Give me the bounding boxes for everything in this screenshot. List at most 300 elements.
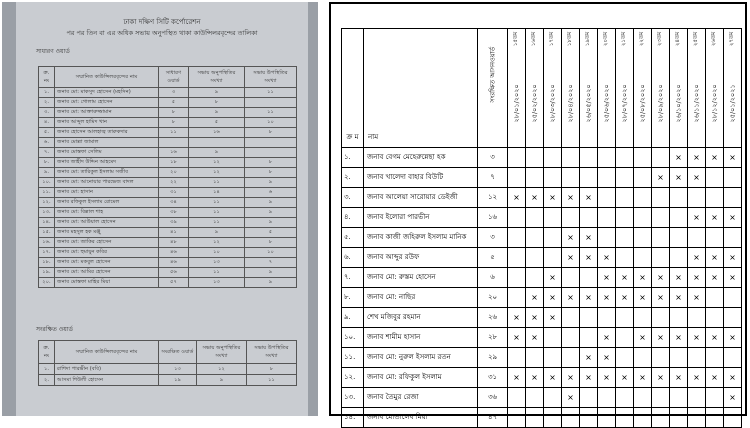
general-ward-cell: জনাব মোস্তফা সেলিম xyxy=(55,148,159,158)
meeting-date-header xyxy=(706,29,724,148)
general-ward-cell: ১৩ xyxy=(189,258,245,268)
general-ward-cell: জনাব মো: আমির হোসেন xyxy=(55,268,159,278)
general-ward-cell: ২. xyxy=(39,98,55,108)
empty-cell xyxy=(616,188,634,208)
general-ward-cell: ১১ xyxy=(245,88,297,98)
empty-cell xyxy=(526,388,544,408)
empty-cell xyxy=(544,348,562,368)
general-ward-cell xyxy=(245,98,297,108)
reserved-ward-cell: ১. xyxy=(39,364,55,375)
meeting-number-label: ১৬তম xyxy=(531,31,537,47)
reserved-ward-cell: ১৩ xyxy=(159,364,197,375)
absence-mark-cell: × xyxy=(670,328,688,348)
empty-cell xyxy=(652,208,670,228)
general-ward-cell: ৮ xyxy=(189,98,245,108)
general-ward-row xyxy=(39,108,297,118)
general-ward-cell: ৯ xyxy=(245,268,297,278)
serial-cell: ৮. xyxy=(342,288,364,308)
general-ward-cell: ৫ xyxy=(245,228,297,238)
meeting-date-header xyxy=(652,29,670,148)
general-ward-cell: ১১ xyxy=(245,108,297,118)
empty-cell xyxy=(616,348,634,368)
empty-cell xyxy=(580,328,598,348)
empty-cell xyxy=(526,248,544,268)
general-ward-cell: জনাব মো: বিল্লাল শাহ xyxy=(55,208,159,218)
absence-mark-cell: × xyxy=(598,248,616,268)
empty-cell xyxy=(616,388,634,408)
empty-cell xyxy=(616,308,634,328)
empty-cell xyxy=(724,228,742,248)
reserved-ward-row xyxy=(39,364,297,375)
empty-cell xyxy=(652,308,670,328)
meeting-number-label: ১৮তম xyxy=(567,31,573,47)
general-ward-row xyxy=(39,208,297,218)
serial-cell: ১৩. xyxy=(342,388,364,408)
absence-mark-cell: × xyxy=(670,368,688,388)
empty-cell xyxy=(652,228,670,248)
empty-cell xyxy=(634,408,652,428)
empty-cell xyxy=(652,188,670,208)
meeting-number-label: ২৪তম xyxy=(675,31,681,47)
general-ward-cell: ১২ xyxy=(189,168,245,178)
general-ward-cell: ৮ xyxy=(245,238,297,248)
general-ward-cell: ১৬ xyxy=(189,128,245,138)
general-ward-cell: ৯ xyxy=(189,108,245,118)
general-ward-cell: ৫. xyxy=(39,128,55,138)
general-ward-cell: ৪৬ xyxy=(159,258,189,268)
empty-cell xyxy=(508,248,526,268)
empty-cell xyxy=(508,388,526,408)
reserved-ward-row xyxy=(39,375,297,386)
meeting-date-header xyxy=(634,29,652,148)
left-photo-panel xyxy=(2,2,318,416)
absence-mark-cell: × xyxy=(706,248,724,268)
general-ward-cell: ১৬. xyxy=(39,238,55,248)
general-ward-cell: জনাব মো: হুমায়ুন কবির xyxy=(55,248,159,258)
empty-cell xyxy=(580,388,598,408)
general-ward-cell: ১২ xyxy=(189,238,245,248)
general-ward-cell: ১. xyxy=(39,88,55,98)
empty-cell xyxy=(580,208,598,228)
empty-cell xyxy=(634,348,652,368)
name-cell: জনাব আলেয়া সারোয়ার ডেইজী xyxy=(364,188,478,208)
empty-cell xyxy=(670,228,688,248)
reserved-ward-header-cell: সংরক্ষিত ওয়ার্ড xyxy=(159,341,197,364)
absence-mark-cell: × xyxy=(706,368,724,388)
empty-cell xyxy=(544,228,562,248)
empty-cell xyxy=(634,168,652,188)
empty-cell xyxy=(724,308,742,328)
general-ward-cell: ১৭. xyxy=(39,248,55,258)
empty-cell xyxy=(526,348,544,368)
meeting-date-label: ২৫/০২/২০২০ xyxy=(530,84,538,123)
general-ward-cell: জনাব মো: আনোয়ার পারভেজ বাদল xyxy=(55,178,159,188)
serial-cell: ৫. xyxy=(342,228,364,248)
serial-cell: ১১. xyxy=(342,348,364,368)
empty-cell xyxy=(616,408,634,428)
serial-cell: ৪. xyxy=(342,208,364,228)
absence-mark-cell: × xyxy=(544,308,562,328)
general-ward-cell: ১৪ xyxy=(189,188,245,198)
general-ward-cell: ৩৪ xyxy=(159,198,189,208)
empty-cell xyxy=(598,228,616,248)
general-ward-cell: ৬. xyxy=(39,138,55,148)
general-ward-cell: ৩৯ xyxy=(159,218,189,228)
absence-mark-cell: × xyxy=(526,188,544,208)
empty-cell xyxy=(616,248,634,268)
ward-cell: ৫ xyxy=(478,248,508,268)
name-cell: শেখ মজিবুর রহমান xyxy=(364,308,478,328)
reserved-ward-cell: ৯ xyxy=(197,375,247,386)
empty-cell xyxy=(724,188,742,208)
empty-cell xyxy=(580,148,598,168)
councillor-row xyxy=(342,148,742,168)
empty-cell xyxy=(562,348,580,368)
meeting-date-header xyxy=(508,29,526,148)
meeting-number-label: ২৫তম xyxy=(693,31,699,47)
general-ward-row xyxy=(39,228,297,238)
empty-cell xyxy=(580,308,598,328)
general-ward-cell: ৩৮ xyxy=(159,208,189,218)
empty-cell xyxy=(688,188,706,208)
reserved-ward-header-cell: সভায় উপস্থিতির সংখ্যা xyxy=(247,341,297,364)
general-ward-cell: ৬ xyxy=(245,188,297,198)
meeting-date-header xyxy=(616,29,634,148)
empty-cell xyxy=(598,168,616,188)
general-ward-header-cell: সম্মানিত কাউন্সিলরবৃন্দের নাম xyxy=(55,67,159,88)
absence-mark-cell: × xyxy=(688,148,706,168)
councillor-row xyxy=(342,348,742,368)
meeting-date-label: ২৮/০৩/২০২০ xyxy=(548,84,556,123)
general-ward-cell: ৪৮ xyxy=(159,238,189,248)
empty-cell xyxy=(634,208,652,228)
serial-cell: ১. xyxy=(342,148,364,168)
general-ward-cell: ৯ xyxy=(245,278,297,288)
general-ward-row xyxy=(39,138,297,148)
absence-mark-cell: × xyxy=(706,148,724,168)
general-ward-cell: ৪৬ xyxy=(159,248,189,258)
absence-mark-cell: × xyxy=(688,288,706,308)
absence-record-table xyxy=(341,28,742,428)
reserved-ward-header-cell: সভায় অনুপস্থিতির সংখ্যা xyxy=(197,341,247,364)
general-ward-row xyxy=(39,188,297,198)
absence-mark-cell: × xyxy=(526,308,544,328)
empty-cell xyxy=(562,268,580,288)
meeting-date-header xyxy=(544,29,562,148)
general-ward-cell: ৯. xyxy=(39,168,55,178)
empty-cell xyxy=(688,308,706,328)
absence-mark-cell: × xyxy=(598,288,616,308)
general-ward-row xyxy=(39,258,297,268)
general-ward-cell: ১১ xyxy=(189,268,245,278)
absence-mark-cell: × xyxy=(580,228,598,248)
absence-mark-cell: × xyxy=(634,268,652,288)
absence-mark-cell: × xyxy=(526,288,544,308)
empty-cell xyxy=(544,168,562,188)
general-ward-cell: ২০ xyxy=(159,168,189,178)
general-ward-header-cell: সাধারণ ওয়ার্ড xyxy=(159,67,189,88)
meeting-number-label: ২৩তম xyxy=(657,31,663,47)
empty-cell xyxy=(670,208,688,228)
absence-mark-cell: × xyxy=(598,268,616,288)
meeting-date-header xyxy=(688,29,706,148)
councillor-row xyxy=(342,328,742,348)
absence-mark-cell: × xyxy=(724,268,742,288)
name-header xyxy=(364,29,478,148)
empty-cell xyxy=(706,168,724,188)
name-cell: জনাব তৈমুর রেজা xyxy=(364,388,478,408)
general-ward-cell: ১৪. xyxy=(39,218,55,228)
general-ward-cell: ১১ xyxy=(189,208,245,218)
serial-cell: ৬. xyxy=(342,248,364,268)
general-ward-cell: ১১ xyxy=(189,178,245,188)
general-ward-cell: ১২ xyxy=(189,158,245,168)
photographed-document xyxy=(16,2,308,416)
general-ward-cell: জনাব মহসুল হক মঞ্জু xyxy=(55,228,159,238)
empty-cell xyxy=(652,408,670,428)
absence-mark-cell: × xyxy=(508,368,526,388)
absence-mark-cell: × xyxy=(562,368,580,388)
absence-mark-cell: × xyxy=(562,188,580,208)
general-ward-row xyxy=(39,268,297,278)
general-ward-row xyxy=(39,148,297,158)
meeting-date-header xyxy=(562,29,580,148)
general-ward-row xyxy=(39,218,297,228)
empty-cell xyxy=(652,148,670,168)
absence-mark-cell: × xyxy=(724,388,742,408)
name-cell: জনাব মো: রফিকুল ইসলাম xyxy=(364,368,478,388)
empty-cell xyxy=(598,188,616,208)
serial-header-label: ক্র ম xyxy=(346,133,359,141)
name-cell: জনাব মো: রুস্তম হোসেন xyxy=(364,268,478,288)
empty-cell xyxy=(706,348,724,368)
absence-mark-cell: × xyxy=(724,328,742,348)
empty-cell xyxy=(508,408,526,428)
meeting-date-label: ২৮/০১/২০২০ xyxy=(512,84,520,123)
empty-cell xyxy=(634,148,652,168)
absence-mark-cell: × xyxy=(598,328,616,348)
general-ward-cell: জনাব মো: তারিকুল ইসলাম সজীব xyxy=(55,168,159,178)
general-ward-cell: ১১ xyxy=(189,198,245,208)
empty-cell xyxy=(652,248,670,268)
empty-cell xyxy=(598,408,616,428)
general-ward-cell: জনাব রফিকুল ইসলাম রোমেল xyxy=(55,198,159,208)
general-ward-row xyxy=(39,128,297,138)
reserved-ward-cell: ১৯ xyxy=(159,375,197,386)
general-ward-cell: ২০. xyxy=(39,278,55,288)
councillor-row xyxy=(342,188,742,208)
empty-cell xyxy=(670,188,688,208)
councillor-row xyxy=(342,268,742,288)
meeting-date-label: ২৫/০৬/২০২০ xyxy=(602,84,610,123)
name-cell: জনাব মোতালেব মিয়া xyxy=(364,408,478,428)
general-ward-cell: জনাব মো: আক্তারুজ্জামান xyxy=(55,108,159,118)
empty-cell xyxy=(706,188,724,208)
absence-mark-cell: × xyxy=(688,328,706,348)
general-ward-cell: ৫ xyxy=(159,98,189,108)
meeting-date-label: ২৮/১২/২০২০ xyxy=(710,84,718,123)
general-ward-cell: ৮ xyxy=(159,118,189,128)
absence-mark-cell: × xyxy=(688,208,706,228)
empty-cell xyxy=(526,268,544,288)
general-ward-cell: ৮ xyxy=(159,108,189,118)
empty-cell xyxy=(688,408,706,428)
councillor-row xyxy=(342,368,742,388)
empty-cell xyxy=(580,408,598,428)
absence-mark-cell: × xyxy=(616,268,634,288)
empty-cell xyxy=(526,228,544,248)
meeting-number-label: ১৭তম xyxy=(549,31,555,47)
ward-cell: ৩১ xyxy=(478,368,508,388)
general-ward-cell: জনাব জাহীদ উদ্দিন আহমেদ xyxy=(55,158,159,168)
absence-mark-cell: × xyxy=(508,308,526,328)
general-ward-cell: ৭ xyxy=(245,258,297,268)
general-ward-cell: ১৩ xyxy=(189,278,245,288)
absence-mark-cell: × xyxy=(688,168,706,188)
general-ward-row xyxy=(39,118,297,128)
ward-cell: ২৯ xyxy=(478,348,508,368)
absence-mark-cell: × xyxy=(706,208,724,228)
absence-mark-cell: × xyxy=(688,268,706,288)
meeting-date-label: ২৬/১০/২০২০ xyxy=(674,84,682,123)
empty-cell xyxy=(526,148,544,168)
empty-cell xyxy=(616,328,634,348)
reserved-ward-cell: ১১ xyxy=(247,375,297,386)
empty-cell xyxy=(544,408,562,428)
general-ward-row xyxy=(39,248,297,258)
absence-mark-cell: × xyxy=(706,268,724,288)
serial-cell: ৭. xyxy=(342,268,364,288)
councillor-row xyxy=(342,228,742,248)
name-cell: জনাব মো: নাছির xyxy=(364,288,478,308)
councillor-row xyxy=(342,288,742,308)
empty-cell xyxy=(598,308,616,328)
absence-mark-cell: × xyxy=(544,188,562,208)
absence-mark-cell: × xyxy=(634,288,652,308)
meeting-number-label: ২০তম xyxy=(603,31,609,47)
empty-cell xyxy=(706,308,724,328)
meeting-date-label: ২৮/০৪/২০২০ xyxy=(566,84,574,123)
empty-cell xyxy=(688,228,706,248)
name-cell: জনাব শামীম হাসান xyxy=(364,328,478,348)
general-ward-row xyxy=(39,198,297,208)
general-ward-cell: ৫৭ xyxy=(159,278,189,288)
empty-cell xyxy=(724,288,742,308)
general-ward-row xyxy=(39,178,297,188)
general-ward-cell: ১৩. xyxy=(39,208,55,218)
general-ward-header-cell: সভায় উপস্থিতির সংখ্যা xyxy=(245,67,297,88)
absence-mark-cell: × xyxy=(670,168,688,188)
serial-cell: ১৪. xyxy=(342,408,364,428)
absence-mark-cell: × xyxy=(508,188,526,208)
document-subtitle: পর পর তিন বা এর অধিক সভায় অনুপস্থিত থাকা কাউন্সিলরবৃন্দের তালিকা xyxy=(66,29,258,37)
name-cell: জনাব বেগম মেহেরুন্নেছা হক xyxy=(364,148,478,168)
empty-cell xyxy=(508,148,526,168)
absence-mark-cell: × xyxy=(724,368,742,388)
general-ward-cell: ৯ xyxy=(245,218,297,228)
reserved-ward-heading: সংরক্ষিত ওয়ার্ড xyxy=(36,326,73,333)
general-ward-cell: ৯ xyxy=(245,208,297,218)
general-ward-cell: ৫ xyxy=(189,118,245,128)
general-ward-cell: জনাব মো: হাসান xyxy=(55,188,159,198)
general-ward-cell: জনাব আব্দুল হামিদ খান xyxy=(55,118,159,128)
general-ward-cell: ৮ xyxy=(245,168,297,178)
absence-mark-cell: × xyxy=(562,288,580,308)
general-ward-cell: জনাব হোসেন আলহাজ্ব তারুকদার xyxy=(55,128,159,138)
absence-mark-cell: × xyxy=(652,368,670,388)
general-ward-cell: জনাব মো: আউয়াল হোসেন xyxy=(55,218,159,228)
general-ward-cell: ১৮. xyxy=(39,258,55,268)
councillor-row xyxy=(342,408,742,428)
general-ward-cell: ১০ xyxy=(245,118,297,128)
empty-cell xyxy=(526,168,544,188)
general-ward-cell: জনাব মোস্তফা মাহির মিয়া xyxy=(55,278,159,288)
general-ward-row xyxy=(39,278,297,288)
empty-cell xyxy=(598,388,616,408)
ward-cell: ৩ xyxy=(478,148,508,168)
empty-cell xyxy=(670,308,688,328)
serial-cell: ৯. xyxy=(342,308,364,328)
general-ward-row xyxy=(39,168,297,178)
general-ward-cell: ১০ xyxy=(189,248,245,258)
reserved-ward-cell: আসমা শিউলী হোসেন xyxy=(55,375,159,386)
meeting-date-header xyxy=(670,29,688,148)
general-ward-row xyxy=(39,158,297,168)
empty-cell xyxy=(562,408,580,428)
absence-mark-cell: × xyxy=(580,288,598,308)
councillor-row xyxy=(342,308,742,328)
empty-cell xyxy=(652,388,670,408)
absence-mark-cell: × xyxy=(580,188,598,208)
general-ward-cell: ১০ xyxy=(245,248,297,258)
empty-cell xyxy=(670,388,688,408)
general-ward-cell: ৪. xyxy=(39,118,55,128)
absence-mark-cell: × xyxy=(706,328,724,348)
serial-cell: ১০. xyxy=(342,328,364,348)
meeting-date-label: ২৮/০৯/২০২০ xyxy=(656,84,664,123)
general-ward-cell: জনাব মোল্লা জামাল xyxy=(55,138,159,148)
empty-cell xyxy=(634,308,652,328)
absence-mark-cell: × xyxy=(580,248,598,268)
meeting-date-label: ২৮/০৭/২০২০ xyxy=(620,84,628,123)
general-ward-cell: ২২ xyxy=(159,178,189,188)
empty-cell xyxy=(634,388,652,408)
empty-cell xyxy=(616,148,634,168)
empty-cell xyxy=(562,328,580,348)
name-cell: জনাব খালেদা বাহার বিউটি xyxy=(364,168,478,188)
ward-cell: ২৮ xyxy=(478,328,508,348)
empty-cell xyxy=(562,168,580,188)
reserved-ward-cell: ২. xyxy=(39,375,55,386)
general-ward-cell xyxy=(189,138,245,148)
general-ward-cell: ৯ xyxy=(245,198,297,208)
empty-cell xyxy=(508,348,526,368)
ward-header xyxy=(478,29,508,148)
meeting-date-label: ২৬/১১/২০২০ xyxy=(692,84,700,123)
absence-mark-cell: × xyxy=(616,288,634,308)
general-ward-cell xyxy=(159,138,189,148)
empty-cell xyxy=(706,408,724,428)
absence-mark-cell: × xyxy=(580,368,598,388)
empty-cell xyxy=(652,348,670,368)
name-cell: জনাব মো: নুরুল ইসলাম রতন xyxy=(364,348,478,368)
general-ward-cell: ১৫. xyxy=(39,228,55,238)
meeting-number-label: ১৯তম xyxy=(585,31,591,47)
general-ward-header-cell: ক্র. নং xyxy=(39,67,55,88)
reserved-ward-header-cell: সম্মানিত কাউন্সিলরবৃন্দের নাম xyxy=(55,341,159,364)
ward-cell: ১৬ xyxy=(478,208,508,228)
general-ward-cell: জনাব মো: জাকির হোসেন xyxy=(55,238,159,248)
